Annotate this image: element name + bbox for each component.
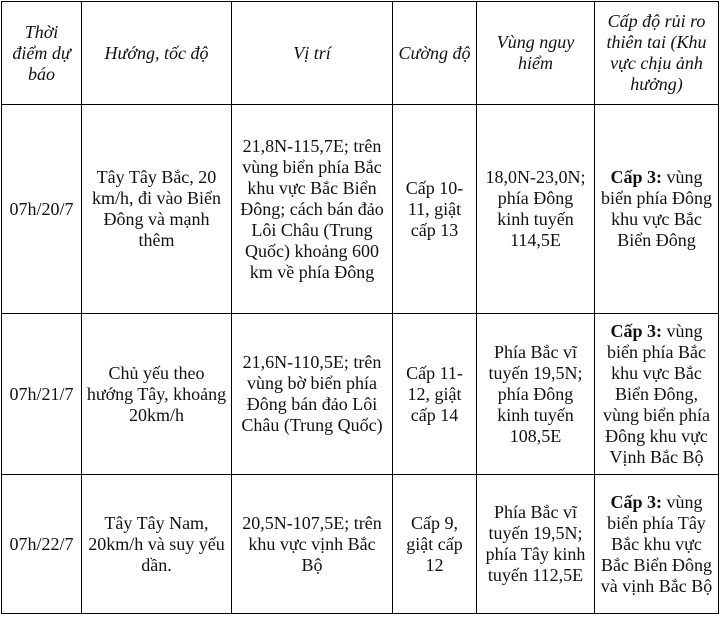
table-row (2, 314, 719, 475)
cell-risk (595, 475, 719, 614)
cell-time: 07h/22/7 (2, 475, 82, 614)
cell-risk (595, 314, 719, 475)
cell-intensity: Cấp 9, giật cấp 12 (393, 475, 477, 614)
risk-area-text: vùng biển phía Tây Bắc khu vực Bắc Biển Đông và vịnh Bắc Bộ (600, 491, 713, 596)
cell-intensity: Cấp 10-11, giật cấp 13 (393, 105, 477, 314)
risk-level-label: Cấp 3: (610, 491, 662, 512)
cell-danger-zone: Phía Bắc vĩ tuyến 19,5N; phía Tây kinh tuyến 112,5E (477, 475, 595, 614)
header-row (2, 2, 719, 105)
header-intensity: Cường độ (393, 2, 477, 105)
cell-time: 07h/21/7 (2, 314, 82, 475)
cell-danger-zone: 18,0N-23,0N; phía Đông kinh tuyến 114,5E (477, 105, 595, 314)
cell-direction: Chủ yếu theo hướng Tây, khoảng 20km/h (82, 314, 232, 475)
risk-area-text: vùng biển phía Đông khu vực Bắc Biển Đông (601, 167, 712, 250)
risk-area-text: vùng biển phía Bắc khu vực Bắc Biển Đông, vùng biển phía Đông khu vực Vịnh Bắc Bộ (603, 320, 710, 467)
cell-danger-zone: Phía Bắc vĩ tuyến 19,5N; phía Đông kinh tuyến 108,5E (477, 314, 595, 475)
risk-level-label: Cấp 3: (610, 320, 662, 341)
header-direction: Hướng, tốc độ (82, 2, 232, 105)
cell-position: 21,6N-110,5E; trên vùng bờ biển phía Đông bán đảo Lôi Châu (Trung Quốc) (232, 314, 393, 475)
table-row (2, 475, 719, 614)
cell-position: 20,5N-107,5E; trên khu vực vịnh Bắc Bộ (232, 475, 393, 614)
header-position: Vị trí (232, 2, 393, 105)
cell-time: 07h/20/7 (2, 105, 82, 314)
cell-intensity: Cấp 11-12, giật cấp 14 (393, 314, 477, 475)
table-row (2, 105, 719, 314)
risk-level-label: Cấp 3: (610, 167, 662, 187)
cell-position: 21,8N-115,7E; trên vùng biển phía Bắc khu vực Bắc Biển Đông; cách bán đảo Lôi Châu (Trung Quốc) khoảng 600 km về phía Đông (232, 105, 393, 314)
cell-direction: Tây Tây Bắc, 20 km/h, đi vào Biển Đông và mạnh thêm (82, 105, 232, 314)
cell-direction: Tây Tây Nam, 20km/h và suy yếu dần. (82, 475, 232, 614)
header-danger-zone: Vùng nguy hiểm (477, 2, 595, 105)
forecast-table (1, 1, 719, 614)
header-risk-level: Cấp độ rủi ro thiên tai (Khu vực chịu ảnh hưởng) (595, 2, 719, 105)
header-time: Thời điểm dự báo (2, 2, 82, 105)
cell-risk (595, 105, 719, 314)
